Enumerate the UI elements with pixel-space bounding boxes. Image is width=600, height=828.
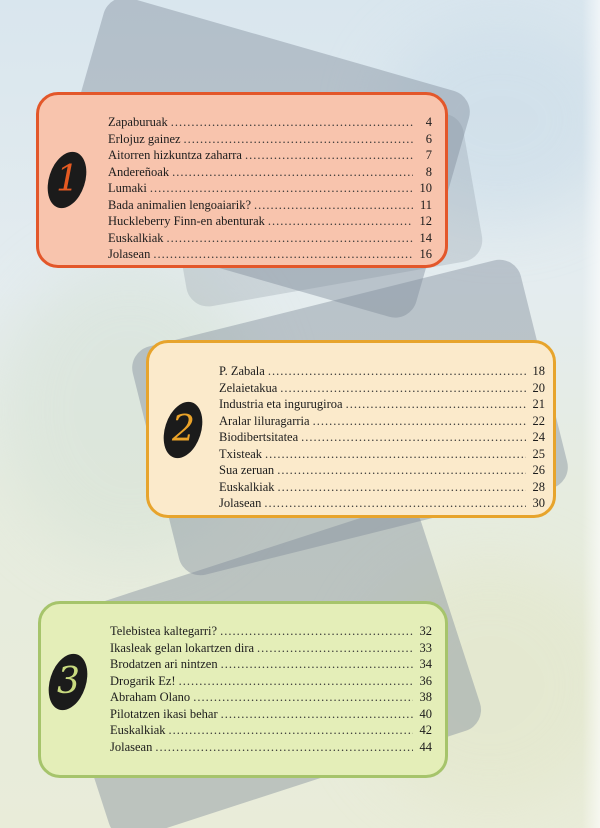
toc-entry[interactable] xyxy=(219,364,545,381)
toc-entry[interactable] xyxy=(108,165,432,182)
toc-entry-page: 32 xyxy=(419,624,432,638)
toc-entry[interactable] xyxy=(219,447,545,464)
toc-entry[interactable] xyxy=(219,381,545,398)
toc-entry[interactable] xyxy=(108,132,432,149)
toc-entry-title: Lumaki xyxy=(108,181,147,195)
toc-entry-title: Andereñoak xyxy=(108,164,170,179)
toc-entry[interactable] xyxy=(110,740,432,757)
toc-entry-page: 4 xyxy=(425,115,432,129)
toc-entry-page: 12 xyxy=(419,214,432,228)
toc-entry-page: 22 xyxy=(532,413,545,428)
toc-section-2 xyxy=(146,340,556,518)
dot-leader xyxy=(268,214,413,229)
toc-entry-title: Euskalkiak xyxy=(108,230,164,245)
toc-entry[interactable] xyxy=(110,674,432,691)
toc-entry[interactable] xyxy=(108,214,432,231)
toc-entry-title: Drogarik Ez! xyxy=(110,673,176,688)
toc-entry-page: 8 xyxy=(425,164,432,179)
toc-entry-title: Zapaburuak xyxy=(108,115,168,129)
dot-leader xyxy=(278,480,526,495)
dot-leader xyxy=(264,496,526,511)
toc-entry[interactable] xyxy=(108,198,432,215)
toc-entry-title: Huckleberry Finn-en abenturak xyxy=(108,214,265,228)
toc-entry-title: Industria eta ingurugiroa xyxy=(219,397,343,411)
toc-entry-title: Bada animalien lengoaiarik? xyxy=(108,197,251,212)
toc-entry-title: Jolasean xyxy=(108,247,151,261)
toc-entry-page: 6 xyxy=(425,131,432,146)
dot-leader xyxy=(245,148,413,163)
toc-entry[interactable] xyxy=(110,657,432,674)
toc-entry-page: 30 xyxy=(532,496,545,510)
toc-entry-title: Abraham Olano xyxy=(110,690,191,704)
section-number: 3 xyxy=(56,661,80,702)
toc-entry-title: Ikasleak gelan lokartzen dira xyxy=(110,640,255,655)
toc-entry-page: 20 xyxy=(532,380,545,395)
dot-leader xyxy=(221,707,413,722)
toc-entry-title: Txisteak xyxy=(219,446,263,461)
toc-section-3 xyxy=(38,601,448,778)
toc-entry-title: Jolasean xyxy=(219,496,262,510)
dot-leader xyxy=(155,740,413,755)
toc-entry-page: 42 xyxy=(419,723,432,737)
dot-leader xyxy=(277,463,526,478)
dot-leader xyxy=(184,132,413,147)
dot-leader xyxy=(346,397,526,412)
dot-leader xyxy=(193,690,413,705)
toc-entry-title: Biodibertsitatea xyxy=(219,430,299,444)
dot-leader xyxy=(153,247,413,262)
toc-entry[interactable] xyxy=(108,181,432,198)
toc-list xyxy=(110,624,432,756)
dot-leader xyxy=(268,364,526,379)
toc-entry-page: 33 xyxy=(419,640,432,655)
toc-entry[interactable] xyxy=(110,690,432,707)
toc-entry-page: 26 xyxy=(532,463,545,477)
toc-entry[interactable] xyxy=(110,624,432,641)
toc-entry-page: 7 xyxy=(425,148,432,162)
toc-entry-title: Euskalkiak xyxy=(110,723,166,737)
toc-list xyxy=(108,115,432,264)
toc-entry-title: Zelaietakua xyxy=(219,380,278,395)
toc-entry[interactable] xyxy=(219,463,545,480)
dot-leader xyxy=(254,198,413,213)
toc-entry[interactable] xyxy=(110,723,432,740)
toc-entry-title: Sua zeruan xyxy=(219,463,275,477)
toc-entry[interactable] xyxy=(110,707,432,724)
toc-entry-title: Jolasean xyxy=(110,739,153,754)
toc-entry-page: 36 xyxy=(419,673,432,688)
toc-section-1 xyxy=(36,92,448,268)
dot-leader xyxy=(265,447,526,462)
dot-leader xyxy=(220,624,413,639)
toc-entry[interactable] xyxy=(108,231,432,248)
toc-entry[interactable] xyxy=(110,641,432,658)
section-number: 1 xyxy=(55,159,79,200)
dot-leader xyxy=(301,430,526,445)
dot-leader xyxy=(221,657,413,672)
toc-entry-title: Brodatzen ari nintzen xyxy=(110,657,218,671)
toc-entry-page: 24 xyxy=(532,430,545,444)
dot-leader xyxy=(167,231,413,246)
toc-entry-title: Telebistea kaltegarri? xyxy=(110,624,218,638)
toc-entry-title: Aralar liluragarria xyxy=(219,413,310,428)
toc-entry-page: 11 xyxy=(419,197,432,212)
toc-entry-title: P. Zabala xyxy=(219,364,265,378)
toc-entry-page: 14 xyxy=(419,230,432,245)
toc-entry-page: 21 xyxy=(532,397,545,411)
toc-entry-page: 16 xyxy=(419,247,432,261)
section-number-badge xyxy=(157,397,209,463)
dot-leader xyxy=(172,165,413,180)
dot-leader xyxy=(313,414,526,429)
dot-leader xyxy=(150,181,413,196)
toc-entry[interactable] xyxy=(108,247,432,264)
toc-entry-page: 28 xyxy=(532,479,545,494)
toc-entry-page: 38 xyxy=(419,690,432,704)
section-number-badge xyxy=(42,649,94,715)
toc-entry[interactable] xyxy=(219,480,545,497)
toc-entry[interactable] xyxy=(108,148,432,165)
section-number-badge xyxy=(41,147,93,213)
toc-entry-title: Euskalkiak xyxy=(219,479,275,494)
toc-entry-page: 44 xyxy=(419,739,432,754)
toc-entry[interactable] xyxy=(108,115,432,132)
toc-entry[interactable] xyxy=(219,430,545,447)
toc-entry[interactable] xyxy=(219,496,545,513)
toc-entry-page: 40 xyxy=(419,706,432,721)
toc-entry[interactable] xyxy=(219,414,545,431)
toc-list xyxy=(219,364,545,513)
section-number: 2 xyxy=(171,409,195,450)
dot-leader xyxy=(280,381,526,396)
toc-entry-title: Aitorren hizkuntza zaharra xyxy=(108,148,242,162)
toc-entry-title: Erlojuz gainez xyxy=(108,131,181,146)
toc-entry[interactable] xyxy=(219,397,545,414)
toc-entry-title: Pilotatzen ikasi behar xyxy=(110,706,218,721)
dot-leader xyxy=(171,115,413,130)
page-edge xyxy=(582,0,600,828)
dot-leader xyxy=(169,723,413,738)
toc-entry-page: 10 xyxy=(419,181,432,195)
toc-entry-page: 18 xyxy=(532,364,545,378)
toc-entry-page: 25 xyxy=(532,446,545,461)
dot-leader xyxy=(179,674,413,689)
toc-entry-page: 34 xyxy=(419,657,432,671)
dot-leader xyxy=(257,641,413,656)
